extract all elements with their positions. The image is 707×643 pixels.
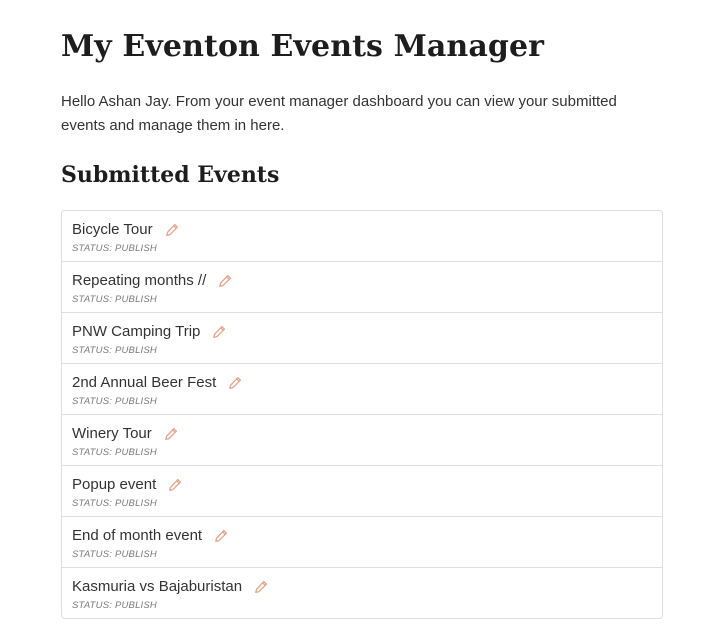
event-list-item: [62, 415, 662, 466]
event-status: STATUS: PUBLISH: [72, 600, 157, 611]
event-header: [72, 271, 652, 291]
event-status: STATUS: PUBLISH: [72, 396, 157, 407]
event-status: STATUS: PUBLISH: [72, 294, 157, 305]
pencil-edit-icon[interactable]: [212, 325, 226, 339]
event-list-item: [62, 313, 662, 364]
event-status: STATUS: PUBLISH: [72, 345, 157, 356]
pencil-edit-icon[interactable]: [228, 376, 242, 390]
submitted-events-list: [61, 210, 663, 619]
event-list-item: [62, 364, 662, 415]
event-header: [72, 424, 652, 444]
pencil-edit-icon[interactable]: [214, 529, 228, 543]
event-list-item: [62, 568, 662, 618]
event-name: End of month event: [72, 527, 203, 544]
event-name: 2nd Annual Beer Fest: [72, 374, 217, 391]
pencil-edit-icon[interactable]: [218, 274, 232, 288]
section-title: Submitted Events: [61, 162, 280, 188]
event-list-item: [62, 517, 662, 568]
event-header: [72, 322, 652, 342]
pencil-edit-icon[interactable]: [164, 427, 178, 441]
event-list-item: [62, 466, 662, 517]
event-name: Repeating months //: [72, 272, 207, 289]
event-name: Popup event: [72, 476, 157, 493]
event-list-item: [62, 211, 662, 262]
event-header: [72, 220, 652, 240]
event-status: STATUS: PUBLISH: [72, 447, 157, 458]
event-header: [72, 526, 652, 546]
event-name: Bicycle Tour: [72, 221, 153, 238]
intro-text: Hello Ashan Jay. From your event manager dashboard you can view your submitted events and manage them in here.: [61, 93, 617, 134]
event-header: [72, 475, 652, 495]
page-title: My Eventon Events Manager: [61, 29, 545, 64]
event-name: PNW Camping Trip: [72, 323, 201, 340]
pencil-edit-icon[interactable]: [165, 223, 179, 237]
pencil-edit-icon[interactable]: [168, 478, 182, 492]
event-name: Kasmuria vs Bajaburistan: [72, 578, 243, 595]
event-status: STATUS: PUBLISH: [72, 549, 157, 560]
event-header: [72, 577, 652, 597]
event-header: [72, 373, 652, 393]
event-status: STATUS: PUBLISH: [72, 243, 157, 254]
pencil-edit-icon[interactable]: [254, 580, 268, 594]
event-status: STATUS: PUBLISH: [72, 498, 157, 509]
event-list-item: [62, 262, 662, 313]
event-name: Winery Tour: [72, 425, 152, 442]
